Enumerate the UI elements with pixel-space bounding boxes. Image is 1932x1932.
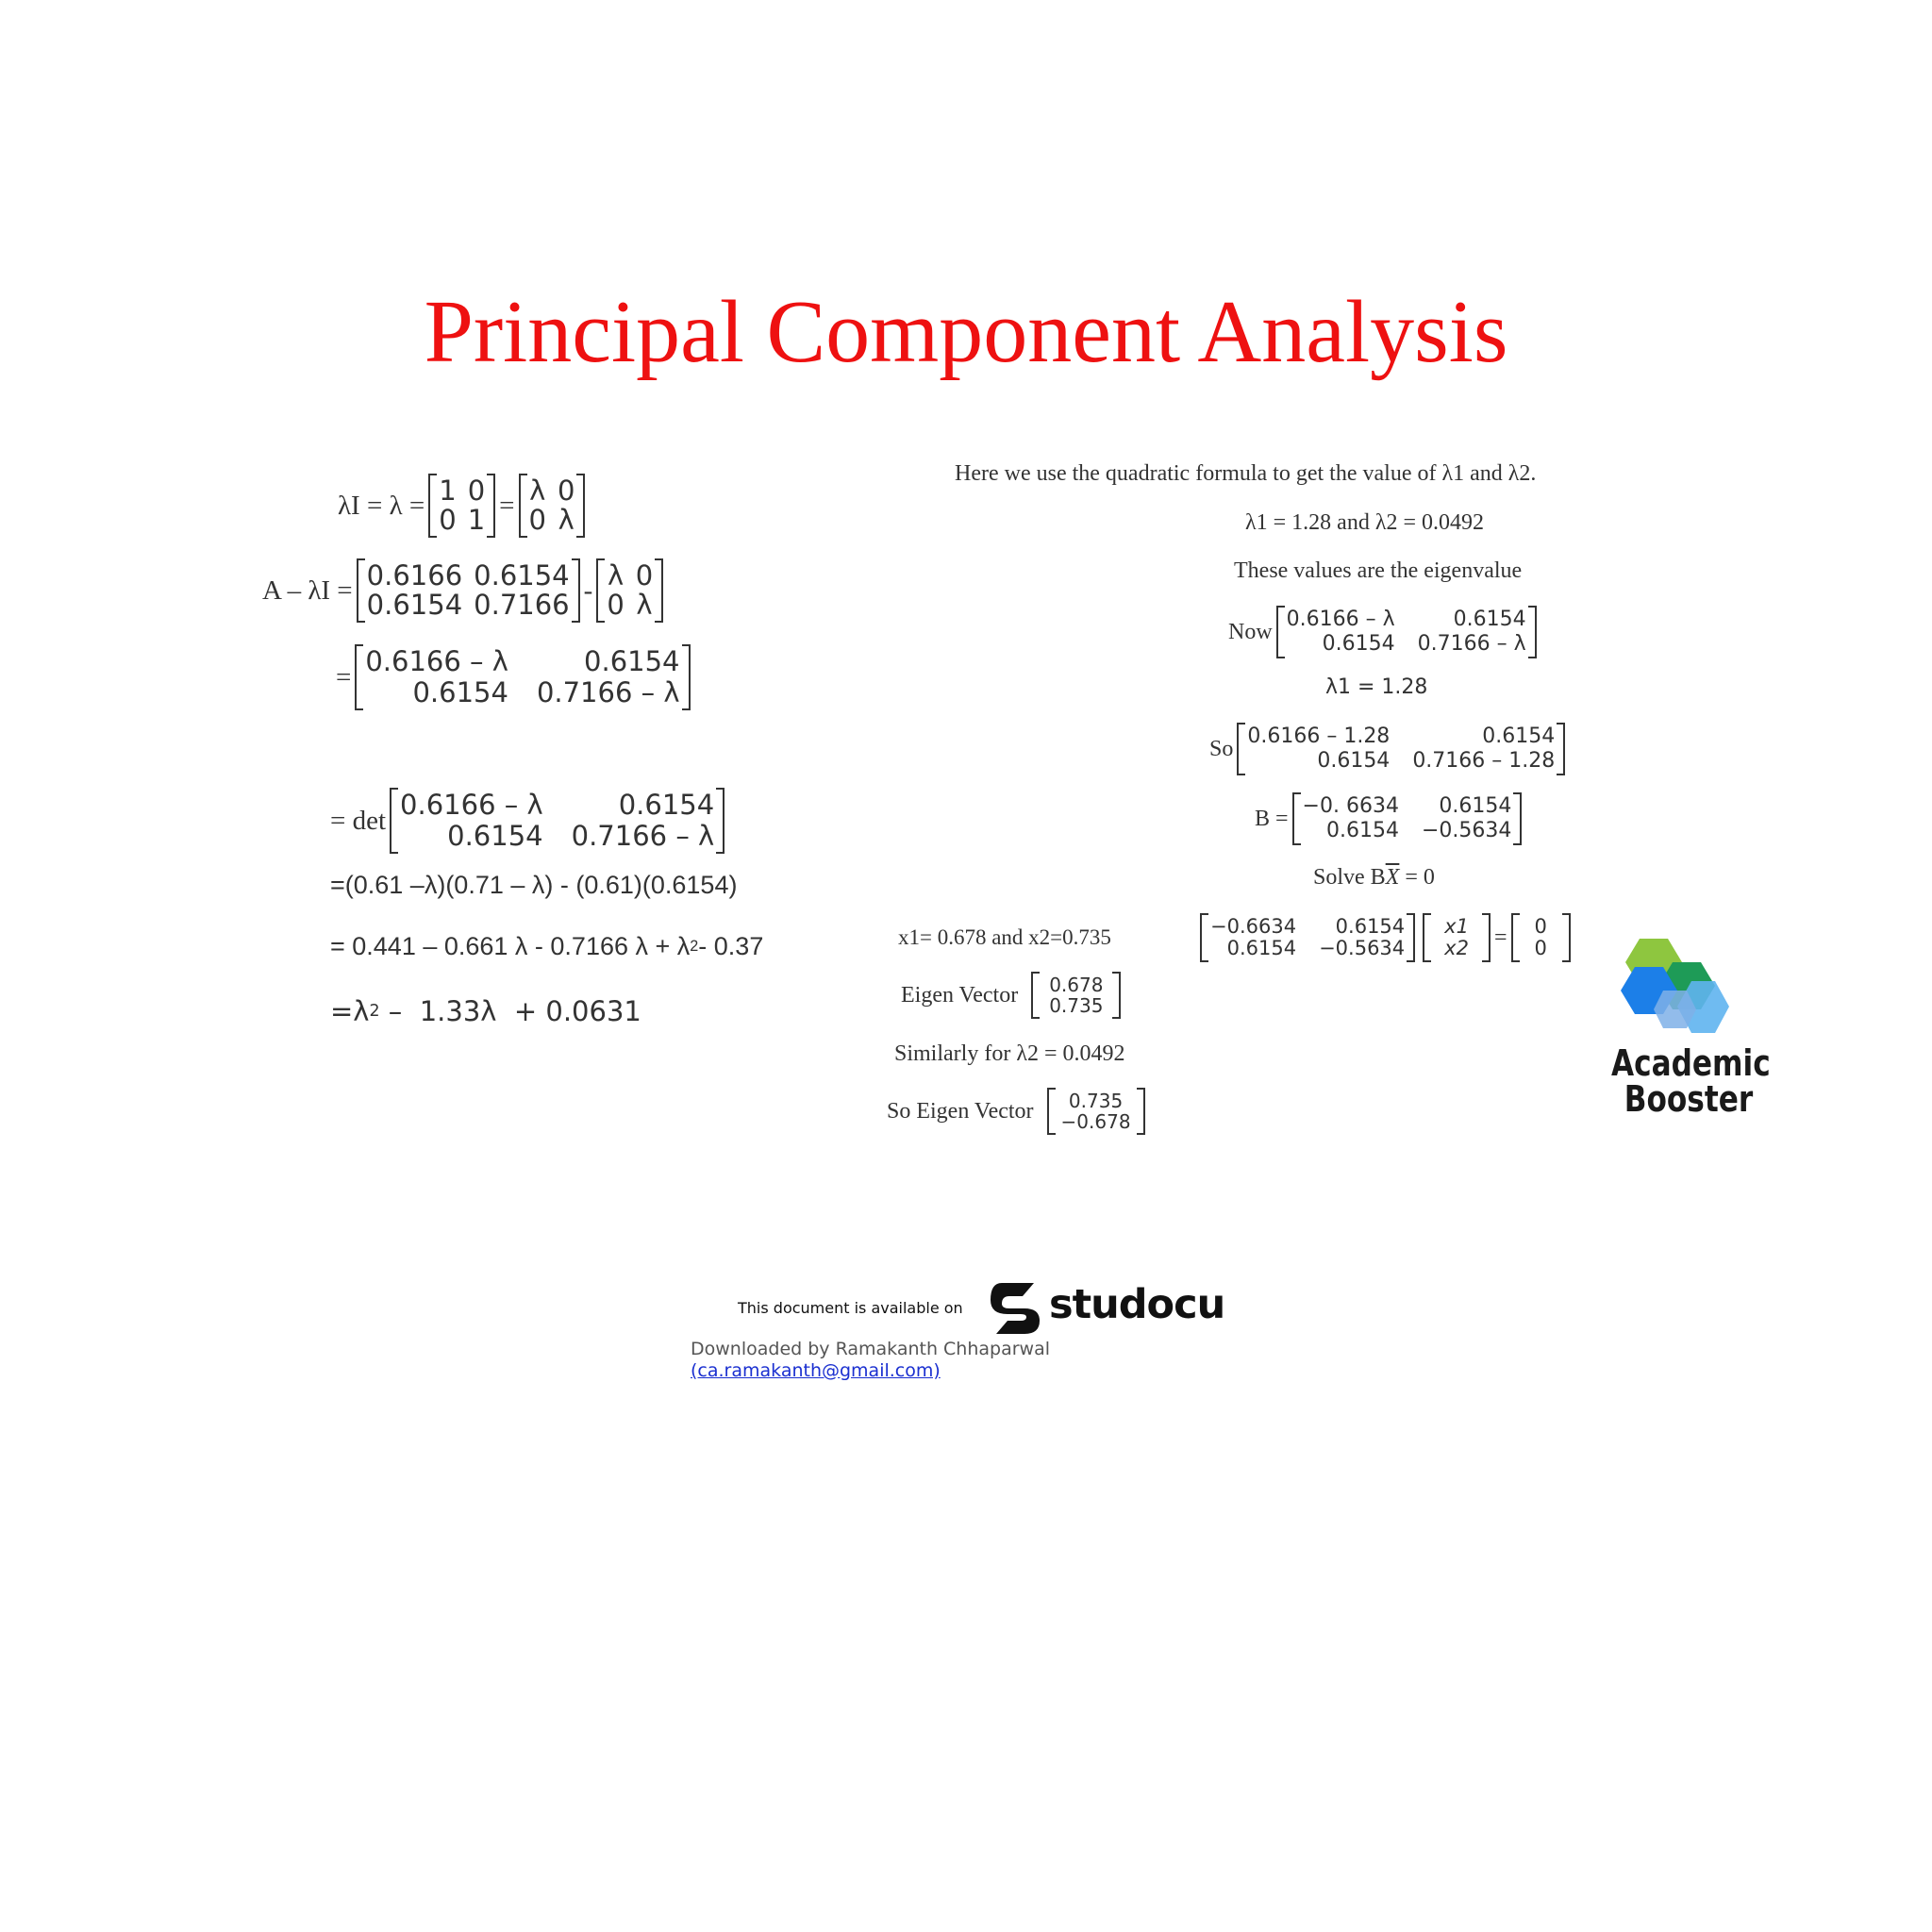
matrix-cell: 0 [1534,937,1547,959]
matrix-cell: 0 [607,589,625,621]
vector-eigen-2 [1047,1088,1145,1135]
matrix-cell: 0.6166 [366,559,463,591]
matrix-cell: 0.6154 [1322,632,1395,656]
matrix-cell: 0.6154 [474,559,570,591]
matrix-cell: 0.6154 [412,676,508,708]
eq-op: = [499,490,515,521]
matrix-cell: λ [558,504,575,536]
eq-lhs: = [336,661,352,692]
matrix-cell: λ [529,475,546,507]
matrix-coefficients [1200,913,1415,962]
eq-op: = [1493,925,1507,950]
matrix-cell: 0.678 [1049,974,1104,996]
matrix-cell: 0.6154 [1453,608,1526,631]
linear-system [1196,913,1574,962]
eq-text: – 1.33λ + 0.0631 [379,995,641,1027]
matrix-now [1276,606,1537,658]
eq-label: Eigen Vector [901,983,1019,1008]
vector-x [1423,913,1491,962]
matrix-so [1237,723,1565,775]
matrix-cell: 0.6166 – 1.28 [1247,724,1391,748]
available-on-text: This document is available on [738,1299,963,1317]
eq-label: Now [1228,620,1273,644]
eq-superscript: 2 [369,1001,380,1021]
now-matrix-equation [1228,606,1541,658]
matrix-difference [355,644,690,710]
matrix-cell: 0.6154 [447,820,543,852]
downloaded-by-text: Downloaded by Ramakanth Chhaparwal [691,1339,1051,1359]
page-title: Principal Component Analysis [424,283,1508,381]
solve-equation [1313,866,1435,889]
eq-lhs: = det [330,805,387,836]
eq-text: = 0 [1399,865,1435,890]
matrix-cell: 0 [467,475,486,507]
matrix-cell: −0.5634 [1319,937,1406,959]
b-matrix-equation [1255,792,1525,845]
eq-text: =λ [330,995,370,1027]
matrix-cell: 0.735 [1049,994,1104,1017]
matrix-cell: λ [636,589,653,621]
matrix-cell: 0.7166 – λ [536,676,680,708]
matrix-b [1292,792,1523,845]
eq-label: B = [1255,807,1289,831]
matrix-cell: −0. 6634 [1302,794,1399,818]
eigen-vector-2 [887,1088,1149,1135]
matrix-cell: 0.6154 [1482,724,1556,748]
matrix-cell: −0.6634 [1210,915,1297,938]
matrix-cell: x1 [1444,915,1469,938]
eq-label: So [1209,737,1234,761]
matrix-cell: 0 [557,475,575,507]
logo-line: Academic [1611,1042,1771,1084]
matrix-cell: 0.6154 [1226,937,1297,959]
matrix-cell: 0 [528,504,546,536]
matrix-determinant [390,788,724,854]
matrix-cell: 0.6154 [1439,794,1512,818]
matrix-cell: 0 [439,504,457,536]
equation-lambda-identity [338,474,589,538]
matrix-cell: 0.735 [1068,1090,1124,1112]
matrix-cell: 0.6166 – λ [400,789,543,821]
matrix-cell: 1 [439,475,457,507]
equation-a-minus-lambda [262,558,667,623]
vector-eigen-1 [1031,972,1121,1019]
studocu-logo-icon [989,1279,1043,1336]
eq-text: - 0.37 [698,932,764,960]
equation-determinant [330,788,728,854]
eigenvalue-note: These values are the eigenvalue [1234,558,1523,583]
equation-expansion: =(0.61 –λ)(0.71 – λ) - (0.61)(0.6154) [330,871,738,899]
eq-superscript: 2 [690,938,699,956]
matrix-cell: 0.6154 [1317,749,1391,773]
lambda1-value: λ1 = 1.28 [1325,675,1428,699]
eq-label: So Eigen Vector [887,1099,1034,1124]
equation-expanded-terms [330,934,763,959]
matrix-cell: 0.7166 [474,589,570,621]
eigenvalues-line: λ1 = 1.28 and λ2 = 0.0492 [1245,510,1484,535]
studocu-brand: studocu [1049,1281,1225,1328]
matrix-cell: 0.6166 – λ [1286,608,1395,631]
eq-label: Solve B [1313,865,1386,890]
eq-lhs: λI = λ = [338,490,425,521]
eq-op: - [583,575,593,606]
matrix-cell: λ [607,559,625,591]
academic-booster-text [1611,1042,1771,1120]
matrix-cell: 0.6166 – λ [365,645,508,677]
matrix-cell: 0.6154 [366,589,463,621]
eq-text: = 0.441 – 0.661 λ - 0.7166 λ + λ [330,932,691,960]
eigen-vector-1 [901,972,1124,1019]
academic-booster-logo-icon [1621,939,1753,1042]
matrix-cell: 0.6154 [1325,819,1399,842]
matrix-cell: 0.7166 – λ [1417,632,1526,656]
email-link[interactable]: (ca.ramakanth@gmail.com) [691,1360,941,1381]
matrix-a [357,558,580,623]
matrix-cell: 0 [1534,915,1547,938]
matrix-cell: 0.6154 [618,789,715,821]
equation-difference-matrix [336,644,694,710]
matrix-identity [428,474,495,538]
quadratic-note: Here we use the quadratic formula to get the value of λ1 and λ2. [955,461,1537,486]
similarly-line: Similarly for λ2 = 0.0492 [894,1041,1125,1066]
matrix-cell: 0.7166 – 1.28 [1412,749,1556,773]
x-values: x1= 0.678 and x2=0.735 [898,925,1111,949]
eq-lhs: A – λI = [262,575,353,606]
vector-zero [1511,913,1571,962]
email-link-wrapper [691,1360,941,1381]
matrix-cell: 0.6154 [584,645,680,677]
matrix-cell: −0.678 [1060,1110,1131,1133]
matrix-cell: 1 [467,504,486,536]
eq-variable: $\overline{X}$ [1385,865,1400,890]
matrix-cell: x2 [1444,937,1469,959]
equation-characteristic-polynomial [330,995,641,1027]
matrix-cell: −0.5634 [1421,819,1512,842]
matrix-cell: 0.6154 [1335,915,1406,938]
matrix-cell: 0.7166 – λ [571,820,715,852]
matrix-cell: 0 [635,559,654,591]
matrix-lambda [519,474,586,538]
logo-line: Booster [1624,1078,1754,1120]
matrix-lambda [596,558,663,623]
so-matrix-equation [1209,723,1569,775]
